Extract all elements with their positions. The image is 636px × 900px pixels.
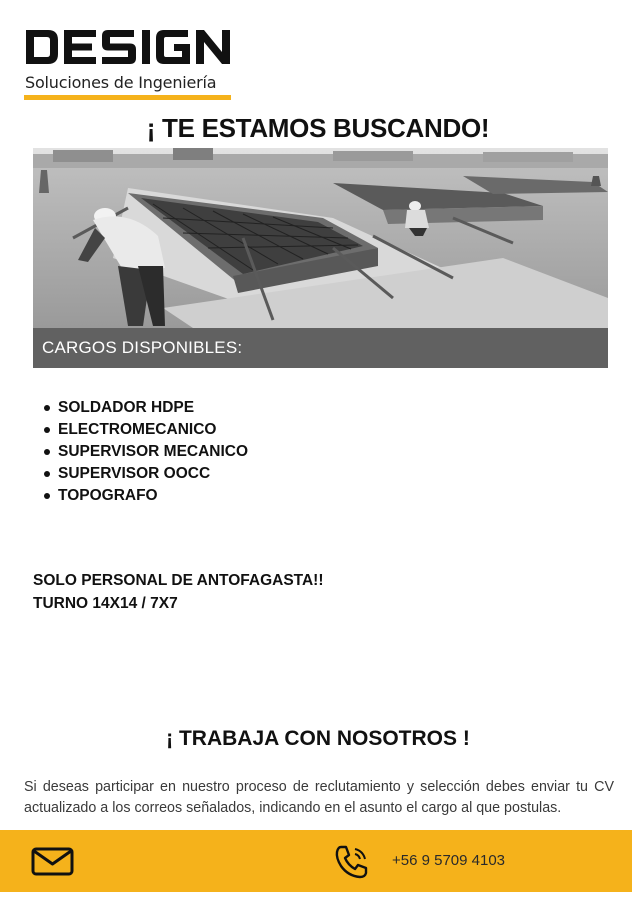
- positions-heading: CARGOS DISPONIBLES:: [42, 338, 243, 357]
- bullet-icon: [44, 405, 50, 411]
- bullet-icon: [44, 471, 50, 477]
- list-item: ELECTROMECANICO: [39, 419, 248, 441]
- logo-tagline: Soluciones de Ingeniería: [25, 73, 217, 92]
- construction-site-photo: [33, 148, 608, 328]
- location-note: SOLO PERSONAL DE ANTOFAGASTA!!: [33, 572, 324, 589]
- contact-footer: [0, 830, 632, 892]
- list-item: SOLDADOR HDPE: [39, 397, 248, 419]
- positions-heading-band: [33, 328, 608, 368]
- logo-wordmark: [26, 30, 230, 64]
- bullet-icon: [44, 493, 50, 499]
- bullet-icon: [44, 449, 50, 455]
- mail-icon[interactable]: [31, 847, 74, 876]
- list-item: TOPOGRAFO: [39, 485, 248, 507]
- list-item: SUPERVISOR MECANICO: [39, 441, 248, 463]
- positions-list: [39, 397, 248, 507]
- phone-icon[interactable]: [334, 844, 370, 880]
- shift-note: TURNO 14X14 / 7X7: [33, 595, 178, 612]
- page-headline: ¡ TE ESTAMOS BUSCANDO!: [146, 113, 490, 143]
- logo-underline: [24, 95, 231, 100]
- phone-number[interactable]: +56 9 5709 4103: [392, 852, 506, 869]
- bullet-icon: [44, 427, 50, 433]
- list-item: SUPERVISOR OOCC: [39, 463, 248, 485]
- cta-heading: ¡ TRABAJA CON NOSOTROS !: [166, 727, 470, 750]
- application-instructions: Si deseas participar en nuestro proceso de reclutamiento y selección debes enviar tu CV actualizado a los correos señalados, indicando en el asunto el cargo al que postulas.: [24, 779, 614, 816]
